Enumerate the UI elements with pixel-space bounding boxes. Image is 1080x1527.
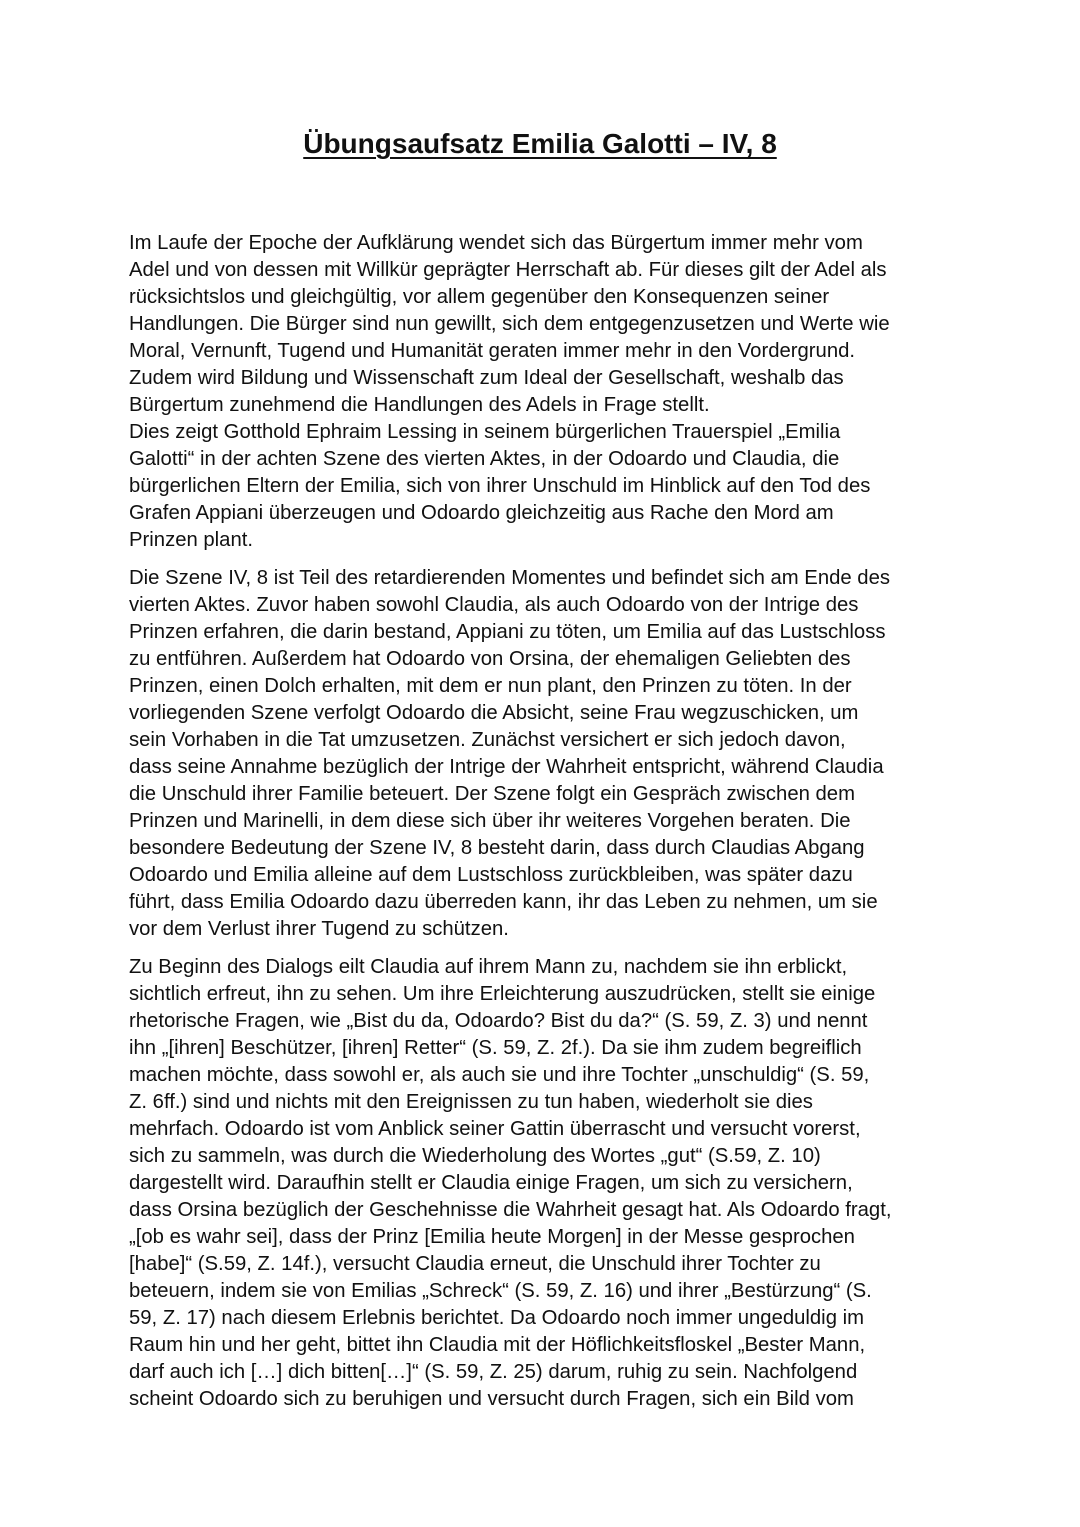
text-line: vorliegenden Szene verfolgt Odoardo die Absicht, seine Frau wegzuschicken, um — [129, 702, 859, 724]
document-body — [129, 230, 959, 1413]
text-line: machen möchte, dass sowohl er, als auch sie und ihre Tochter „unschuldig“ (S. 59, — [129, 1064, 870, 1086]
text-line: besondere Bedeutung der Szene IV, 8 besteht darin, dass durch Claudias Abgang — [129, 837, 865, 859]
text-line: Adel und von dessen mit Willkür geprägter Herrschaft ab. Für dieses gilt der Adel als — [129, 259, 887, 281]
text-line: Prinzen und Marinelli, in dem diese sich über ihr weiteres Vorgehen beraten. Die — [129, 810, 851, 832]
text-line: Im Laufe der Epoche der Aufklärung wendet sich das Bürgertum immer mehr vom — [129, 232, 863, 254]
text-line: führt, dass Emilia Odoardo dazu überreden kann, ihr das Leben zu nehmen, um sie — [129, 891, 878, 913]
text-line: mehrfach. Odoardo ist vom Anblick seiner Gattin überrascht und versucht vorerst, — [129, 1118, 861, 1140]
text-line: [habe]“ (S.59, Z. 14f.), versucht Claudia erneut, die Unschuld ihrer Tochter zu — [129, 1253, 821, 1275]
text-line: sichtlich erfreut, ihn zu sehen. Um ihre Erleichterung auszudrücken, stellt sie einige — [129, 983, 876, 1005]
text-line: Prinzen, einen Dolch erhalten, mit dem er nun plant, den Prinzen zu töten. In der — [129, 675, 852, 697]
text-line: Handlungen. Die Bürger sind nun gewillt, sich dem entgegenzusetzen und Werte wie — [129, 313, 890, 335]
text-line: Raum hin und her geht, bittet ihn Claudia mit der Höflichkeitsfloskel „Bester Mann, — [129, 1334, 866, 1356]
text-line: vierten Aktes. Zuvor haben sowohl Claudia, als auch Odoardo von der Intrige des — [129, 594, 859, 616]
paragraph-spacing — [129, 554, 959, 565]
text-line: Prinzen erfahren, die darin bestand, Appiani zu töten, um Emilia auf das Lustschloss — [129, 621, 886, 643]
text-line: rhetorische Fragen, wie „Bist du da, Odoardo? Bist du da?“ (S. 59, Z. 3) und nennt — [129, 1010, 868, 1032]
text-line: sich zu sammeln, was durch die Wiederholung des Wortes „gut“ (S.59, Z. 10) — [129, 1145, 821, 1167]
text-line: beteuern, indem sie von Emilias „Schreck“ (S. 59, Z. 16) und ihrer „Bestürzung“ (S. — [129, 1280, 872, 1302]
text-line: Galotti“ in der achten Szene des vierten Aktes, in der Odoardo und Claudia, die — [129, 448, 840, 470]
text-line: rücksichtslos und gleichgültig, vor allem gegenüber den Konsequenzen seiner — [129, 286, 830, 308]
text-line: bürgerlichen Eltern der Emilia, sich von ihrer Unschuld im Hinblick auf den Tod des — [129, 475, 871, 497]
text-line: zu entführen. Außerdem hat Odoardo von Orsina, der ehemaligen Geliebten des — [129, 648, 851, 670]
text-line: ihn „[ihren] Beschützer, [ihren] Retter“ (S. 59, Z. 2f.). Da sie ihm zudem begreiflich — [129, 1037, 862, 1059]
text-line: scheint Odoardo sich zu beruhigen und versucht durch Fragen, sich ein Bild vom — [129, 1388, 854, 1410]
text-line: Prinzen plant. — [129, 529, 254, 551]
text-line: Zu Beginn des Dialogs eilt Claudia auf ihrem Mann zu, nachdem sie ihn erblickt, — [129, 956, 848, 978]
text-line: „[ob es wahr sei], dass der Prinz [Emilia heute Morgen] in der Messe gesprochen — [129, 1226, 855, 1248]
text-line: Dies zeigt Gotthold Ephraim Lessing in seinem bürgerlichen Trauerspiel „Emilia — [129, 421, 841, 443]
text-line: dass Orsina bezüglich der Geschehnisse die Wahrheit gesagt hat. Als Odoardo fragt, — [129, 1199, 892, 1221]
text-line: Bürgertum zunehmend die Handlungen des Adels in Frage stellt. — [129, 394, 710, 416]
paragraph-scene-context — [129, 565, 959, 943]
text-line: Z. 6ff.) sind und nichts mit den Ereignissen zu tun haben, wiederholt sie dies — [129, 1091, 813, 1113]
text-line: 59, Z. 17) nach diesem Erlebnis berichtet. Da Odoardo noch immer ungeduldig im — [129, 1307, 865, 1329]
text-line: vor dem Verlust ihrer Tugend zu schützen. — [129, 918, 509, 940]
text-line: darf auch ich […] dich bitten[…]“ (S. 59, Z. 25) darum, ruhig zu sein. Nachfolgend — [129, 1361, 858, 1383]
paragraph-intro — [129, 230, 959, 554]
text-line: dass seine Annahme bezüglich der Intrige der Wahrheit entspricht, während Claudia — [129, 756, 884, 778]
text-line: Grafen Appiani überzeugen und Odoardo gleichzeitig aus Rache den Mord am — [129, 502, 834, 524]
text-line: Zudem wird Bildung und Wissenschaft zum Ideal der Gesellschaft, weshalb das — [129, 367, 844, 389]
text-line: Die Szene IV, 8 ist Teil des retardierenden Momentes und befindet sich am Ende des — [129, 567, 891, 589]
text-line: die Unschuld ihrer Familie beteuert. Der Szene folgt ein Gespräch zwischen dem — [129, 783, 855, 805]
paragraph-dialog-analysis — [129, 954, 959, 1413]
text-line: Odoardo und Emilia alleine auf dem Lustschloss zurückbleiben, was später dazu — [129, 864, 853, 886]
paragraph-spacing — [129, 943, 959, 954]
text-line: sein Vorhaben in die Tat umzusetzen. Zunächst versichert er sich jedoch davon, — [129, 729, 846, 751]
text-line: Moral, Vernunft, Tugend und Humanität geraten immer mehr in den Vordergrund. — [129, 340, 856, 362]
text-line: dargestellt wird. Daraufhin stellt er Claudia einige Fragen, um sich zu versichern, — [129, 1172, 853, 1194]
document-title: Übungsaufsatz Emilia Galotti – IV, 8 — [303, 128, 777, 159]
